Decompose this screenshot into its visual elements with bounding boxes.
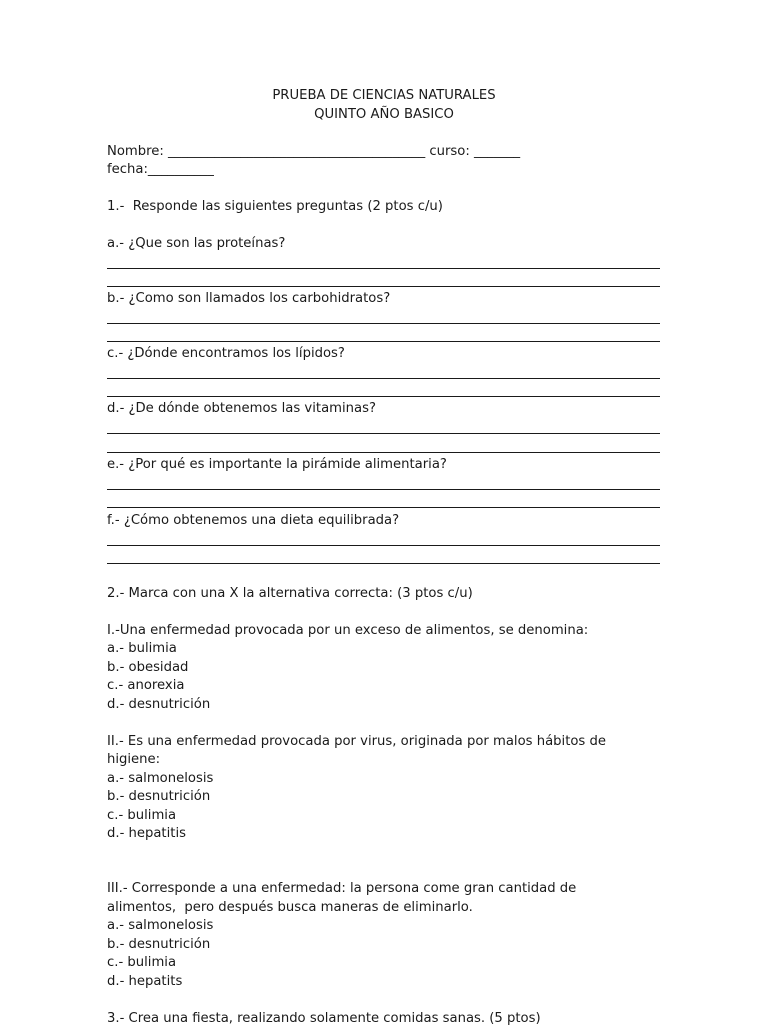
mc-question-2-option: c.- bulimia <box>107 808 177 823</box>
question-e: e.- ¿Por qué es importante la pirámide alimentaria? <box>107 457 447 472</box>
date-line: fecha:__________ <box>107 162 214 177</box>
question-b: b.- ¿Como son llamados los carbohidratos? <box>107 291 391 306</box>
answer-line <box>107 489 660 490</box>
document-title: PRUEBA DE CIENCIAS NATURALES <box>272 88 496 103</box>
mc-question-2-option: b.- desnutrición <box>107 789 211 804</box>
section3-heading: 3.- Crea una fiesta, realizando solamente comidas sanas. (5 ptos) <box>107 1011 541 1026</box>
section2-heading: 2.- Marca con una X la alternativa correcta: (3 ptos c/u) <box>107 586 473 601</box>
answer-line <box>107 323 660 324</box>
mc-question-1-option: c.- anorexia <box>107 678 185 693</box>
mc-question-2-stem: II.- Es una enfermedad provocada por virus, originada por malos hábitos de <box>107 734 606 749</box>
question-a: a.- ¿Que son las proteínas? <box>107 236 286 251</box>
mc-question-2-option: d.- hepatitis <box>107 826 186 841</box>
student-name-line: Nombre: _______________________________________ curso: _______ <box>107 144 521 159</box>
mc-question-3-option: a.- salmonelosis <box>107 918 214 933</box>
answer-line <box>107 378 660 379</box>
answer-line <box>107 563 660 564</box>
mc-question-1-option: b.- obesidad <box>107 660 189 675</box>
mc-question-3-option: d.- hepatits <box>107 974 183 989</box>
answer-line <box>107 341 660 342</box>
mc-question-2-option: a.- salmonelosis <box>107 771 214 786</box>
answer-line <box>107 268 660 269</box>
answer-line <box>107 507 660 508</box>
question-d: d.- ¿De dónde obtenemos las vitaminas? <box>107 401 376 416</box>
section1-heading: 1.- Responde las siguientes preguntas (2 ptos c/u) <box>107 199 443 214</box>
mc-question-3-option: b.- desnutrición <box>107 937 211 952</box>
answer-line <box>107 396 660 397</box>
mc-question-1-option: a.- bulimia <box>107 641 177 656</box>
mc-question-3-stem-cont: alimentos, pero después busca maneras de eliminarlo. <box>107 900 473 915</box>
answer-line <box>107 433 660 434</box>
question-f: f.- ¿Cómo obtenemos una dieta equilibrada? <box>107 513 400 528</box>
mc-question-1-stem: I.-Una enfermedad provocada por un exceso de alimentos, se denomina: <box>107 623 589 638</box>
mc-question-2-stem-cont: higiene: <box>107 752 161 767</box>
answer-line <box>107 545 660 546</box>
answer-line <box>107 452 660 453</box>
mc-question-1-option: d.- desnutrición <box>107 697 211 712</box>
document-header <box>0 87 768 124</box>
mc-question-3-option: c.- bulimia <box>107 955 177 970</box>
document-subtitle: QUINTO AÑO BASICO <box>314 106 454 122</box>
question-c: c.- ¿Dónde encontramos los lípidos? <box>107 346 345 361</box>
mc-question-3-stem: III.- Corresponde a una enfermedad: la persona come gran cantidad de <box>107 881 577 896</box>
answer-line <box>107 286 660 287</box>
